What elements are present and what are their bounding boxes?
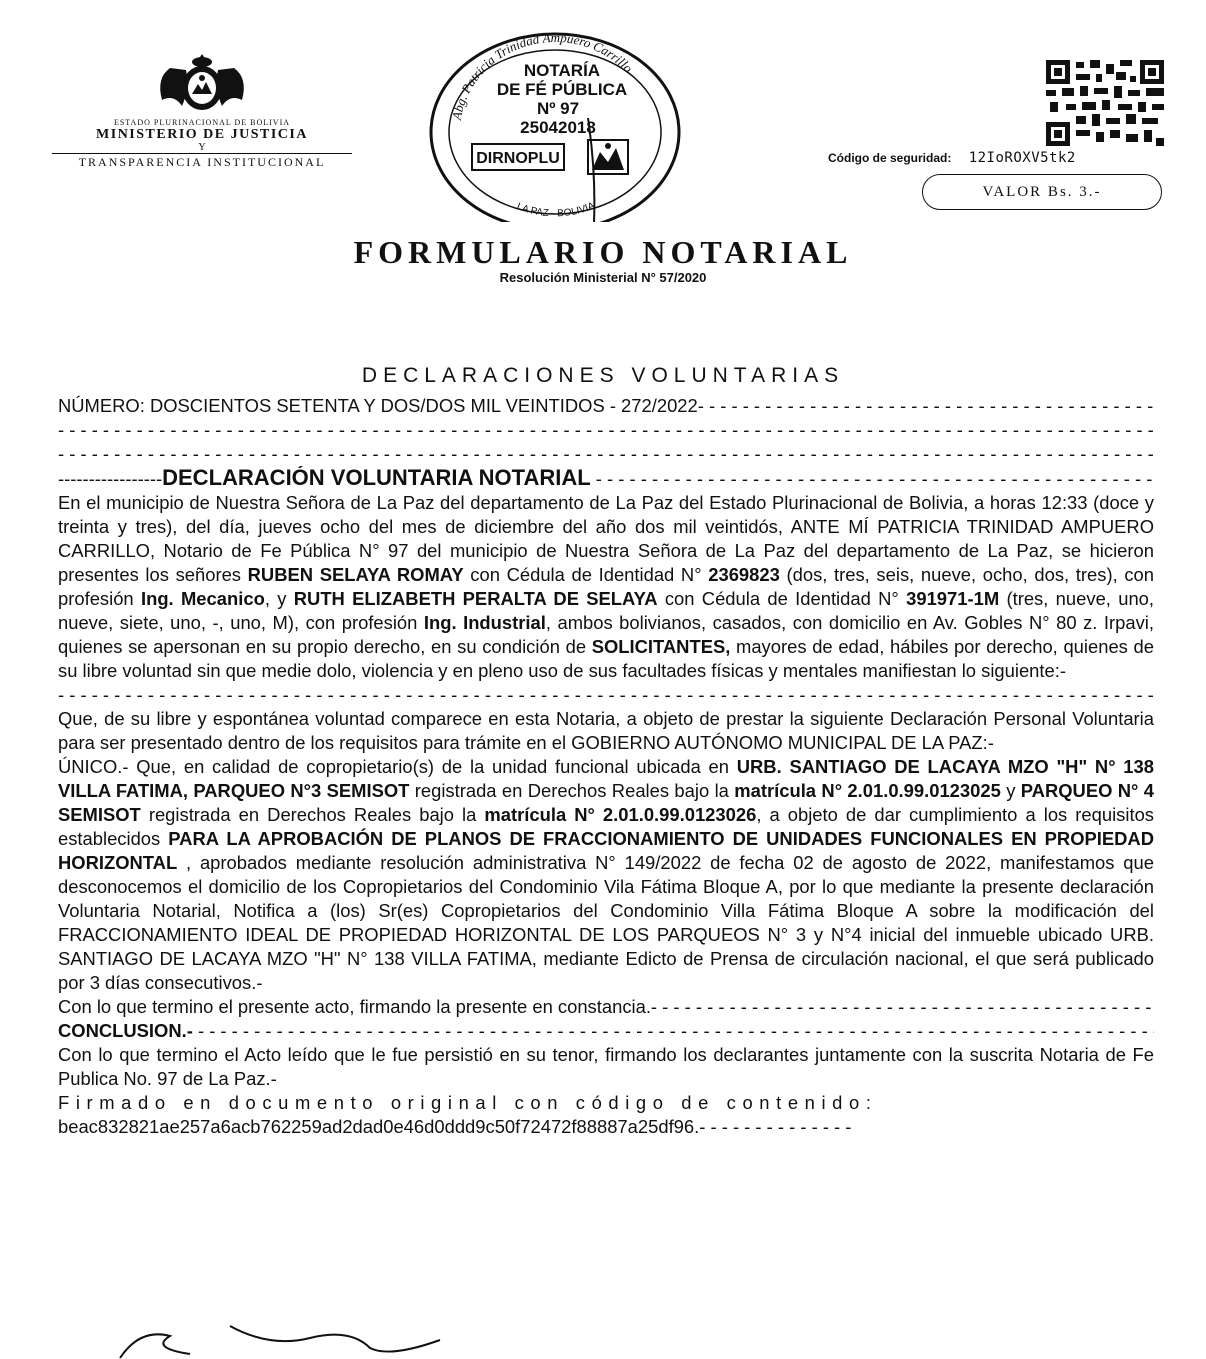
conclusion-heading-line [58, 1019, 1154, 1043]
p1-text: (dos, tres, seis, nueve, ocho, dos, tres), con profesión [58, 564, 1154, 609]
security-code-row [828, 150, 1076, 166]
dash-divider [58, 683, 1154, 707]
p1-text: con Cédula de Identidad N° [657, 588, 907, 609]
p5-text: Con lo que termino el Acto leído que le fue persistió en su tenor, firmando los declarantes juntamente con la suscrita Notaria de Fe Publica No. 97 de La Paz.- [58, 1044, 1154, 1089]
p1-bold: RUTH ELIZABETH PERALTA DE SELAYA [293, 588, 658, 609]
p1-bold: RUBEN SELAYA ROMAY [247, 564, 464, 585]
p3-bold: PARA LA APROBACIÓN DE PLANOS DE FRACCIONAMIENTO DE UNIDADES FUNCIONALES EN PROPIEDAD HORIZONTAL [58, 828, 1154, 873]
signed-line: Firmado en documento original con código de contenido: [58, 1092, 878, 1113]
qr-code-icon [1046, 60, 1164, 146]
numero-text: NÚMERO: DOSCIENTOS SETENTA Y DOS/DOS MIL VEINTIDOS - 272/2022- [58, 395, 704, 416]
ministry-line3: Y [198, 142, 206, 153]
p3-text: registrada en Derechos Reales bajo la [140, 804, 485, 825]
p3-bold: matrícula N° 2.01.0.99.0123025 [734, 780, 1001, 801]
content-hash [58, 1115, 1154, 1139]
declaration-heading: DECLARACIÓN VOLUNTARIA NOTARIAL [162, 466, 591, 490]
coat-of-arms-icon [152, 48, 252, 116]
p3-bold: URB. SANTIAGO DE LACAYA MZO "H" N° 138 VILLA FATIMA, PARQUEO N°3 SEMISOT [58, 756, 1154, 801]
p1-text: , ambos bolivianos, casados, con domicilio en Av. Gobles N° 80 z. Irpavi, quienes se apersonan en su propio derecho, en su condición de [58, 612, 1154, 657]
dash-divider [58, 442, 1154, 466]
p3-text: , aprobados mediante resolución administrativa N° 149/2022 de fecha 02 de agosto de 2022, manifestamos que desconocemos el domicilio de los Copropietarios del Condominio Vila Fátima Bloque A, por lo que mediante la presente declaración Voluntaria Notarial, Notifica a (los) Sr(es) Copropietarios del Condominio Villa Fátima Bloque A sobre la modificación del FRACCIONAMIENTO IDEAL DE PROPIEDAD HORIZONTAL DE LOS PARQUEOS N° 3 y N°4 inicial del inmueble ubicado URB. SANTIAGO DE LACAYA MZO "H" N° 138 VILLA FATIMA, mediante Edicto de Prensa de circulación nacional, el que será publicado por 3 días consecutivos.- [58, 852, 1154, 993]
security-label: Código de seguridad: [828, 151, 952, 165]
numero-line [58, 394, 1154, 418]
dash-divider [58, 418, 1154, 442]
p1-text: con Cédula de Identidad N° [463, 564, 709, 585]
stamp-line2: DE FÉ PÚBLICA [496, 80, 628, 99]
p3-bold: matrícula N° 2.01.0.99.0123026 [484, 804, 757, 825]
ministry-header [52, 48, 352, 170]
p4-text: Con lo que termino el presente acto, firmando la presente en constancia.- [58, 996, 658, 1017]
resolution-text: Resolución Ministerial N° 57/2020 [499, 270, 707, 285]
notary-stamp [420, 22, 690, 222]
declaration-heading-line [58, 466, 1154, 491]
p1-bold: SOLICITANTES, [591, 636, 731, 657]
document-body [58, 394, 1154, 1139]
stamp-line1: NOTARÍA [523, 61, 601, 80]
p2-text: Que, de su libre y espontánea voluntad comparece en esta Notaria, a objeto de prestar la siguiente Declaración Personal Voluntaria para ser presentado dentro de los requisitos para trámite en el GOBIERNO AUTÓNOMO MUNICIPAL DE LA PAZ:- [58, 708, 1154, 753]
ministry-line2: MINISTERIO DE JUSTICIA [96, 127, 308, 142]
ministry-line4: TRANSPARENCIA INSTITUCIONAL [52, 153, 352, 170]
paragraph-intro [58, 491, 1154, 683]
p1-bold: Ing. Mecanico [140, 588, 265, 609]
document-title: DECLARACIONES VOLUNTARIAS [361, 364, 845, 387]
stamp-badge: DIRNOPLU [476, 150, 560, 167]
p3-text: registrada en Derechos Reales bajo la [409, 780, 735, 801]
p1-text: (tres, nueve, uno, nueve, siete, uno, -, uno, M), con profesión [58, 588, 1155, 633]
p1-bold: 2369823 [708, 564, 780, 585]
p1-text: En el municipio de Nuestra Señora de La Paz del departamento de La Paz del Estado Plurinacional de Bolivia, a horas 12:33 (doce y treinta y tres), del día, jueves ocho del mes de diciembre del año dos mil veintidós, ANTE MÍ PATRICIA TRINIDAD AMPUERO CARRILLO, Notario de Fe Pública N° 97 del municipio de Nuestra Señora de La Paz del departamento de La Paz, se hicieron presentes los señores [58, 492, 1154, 585]
paragraph-conclusion [58, 1043, 1154, 1091]
stamp-ring-text: Abg. Patricia Trinidad Ampuero Carrillo [448, 29, 636, 121]
hash-text: beac832821ae257a6acb762259ad2dad0e46d0ddd9c50f72472f88887a25df96.- [58, 1116, 706, 1137]
p3-text: y [1000, 780, 1021, 801]
paragraph-purpose [58, 707, 1154, 755]
p1-text: mayores de edad, hábiles por derecho, quienes de su libre voluntad sin que medie dolo, violencia y en pleno uso de sus facultades físicas y mentales manifiestan lo siguiente:- [58, 636, 1154, 681]
p1-bold: 391971-1M [906, 588, 1000, 609]
security-code: 12IoROXV5tk2 [968, 150, 1076, 166]
svg-text:LA PAZ - BOLIVIA [515, 200, 596, 219]
stamp-line3: Nº 97 [536, 99, 580, 118]
conclusion-heading: CONCLUSION.- [58, 1020, 193, 1041]
p1-bold: Ing. Industrial [423, 612, 546, 633]
paragraph-unico [58, 755, 1154, 995]
heading-lead-dashes: ----------------- [58, 468, 163, 489]
p3-text: , a objeto de dar cumplimiento a los requisitos establecidos [58, 804, 1154, 849]
p3-text: ÚNICO.- Que, en calidad de copropietario(s) de la unidad funcional ubicada en [58, 756, 737, 777]
closing-line [58, 995, 1154, 1019]
ministry-line1: ESTADO PLURINACIONAL DE BOLIVIA [113, 118, 291, 127]
valor-badge: VALOR Bs. 3.- [922, 174, 1162, 210]
form-title: FORMULARIO NOTARIAL [353, 234, 853, 270]
stamp-bottom-text: LA PAZ - BOLIVIA [515, 200, 597, 220]
p3-bold: PARQUEO N° 4 SEMISOT [58, 780, 1155, 825]
signature-scribble [110, 1318, 490, 1359]
stamp-line4: 25042018 [520, 118, 596, 137]
p1-text: , y [264, 588, 294, 609]
